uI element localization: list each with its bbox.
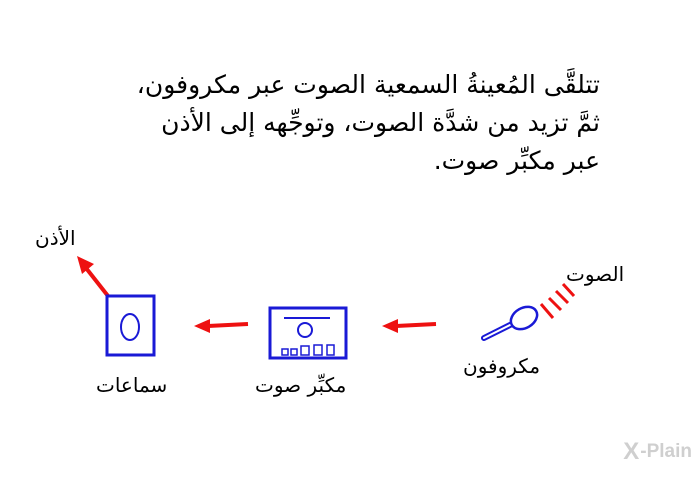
microphone-icon [484, 302, 541, 338]
speakers-label: سماعات [96, 373, 168, 397]
intro-text: تتلقَّى المُعينةُ السمعية الصوت عبر مكروفون، ثمَّ تزيد من شدَّة الصوت، وتوجِّهه إلى الأذن عبر مكبِّر صوت. [136, 70, 600, 175]
brand-logo [623, 438, 692, 466]
amplifier-label: مكبِّر صوت [255, 373, 347, 397]
amplifier-icon [270, 308, 346, 358]
brand-name: -Plain [640, 441, 692, 462]
ear-arrow-icon [77, 256, 108, 296]
microphone-to-amplifier-arrow-icon [382, 319, 436, 333]
sound-waves-icon [541, 284, 574, 318]
brand-mark: X [623, 438, 640, 465]
ear-label: الأذن [35, 226, 76, 250]
sound-label: الصوت [566, 262, 625, 286]
speaker-icon [107, 296, 154, 355]
microphone-label: مكروفون [463, 354, 541, 378]
amplifier-to-speaker-arrow-icon [194, 319, 248, 333]
